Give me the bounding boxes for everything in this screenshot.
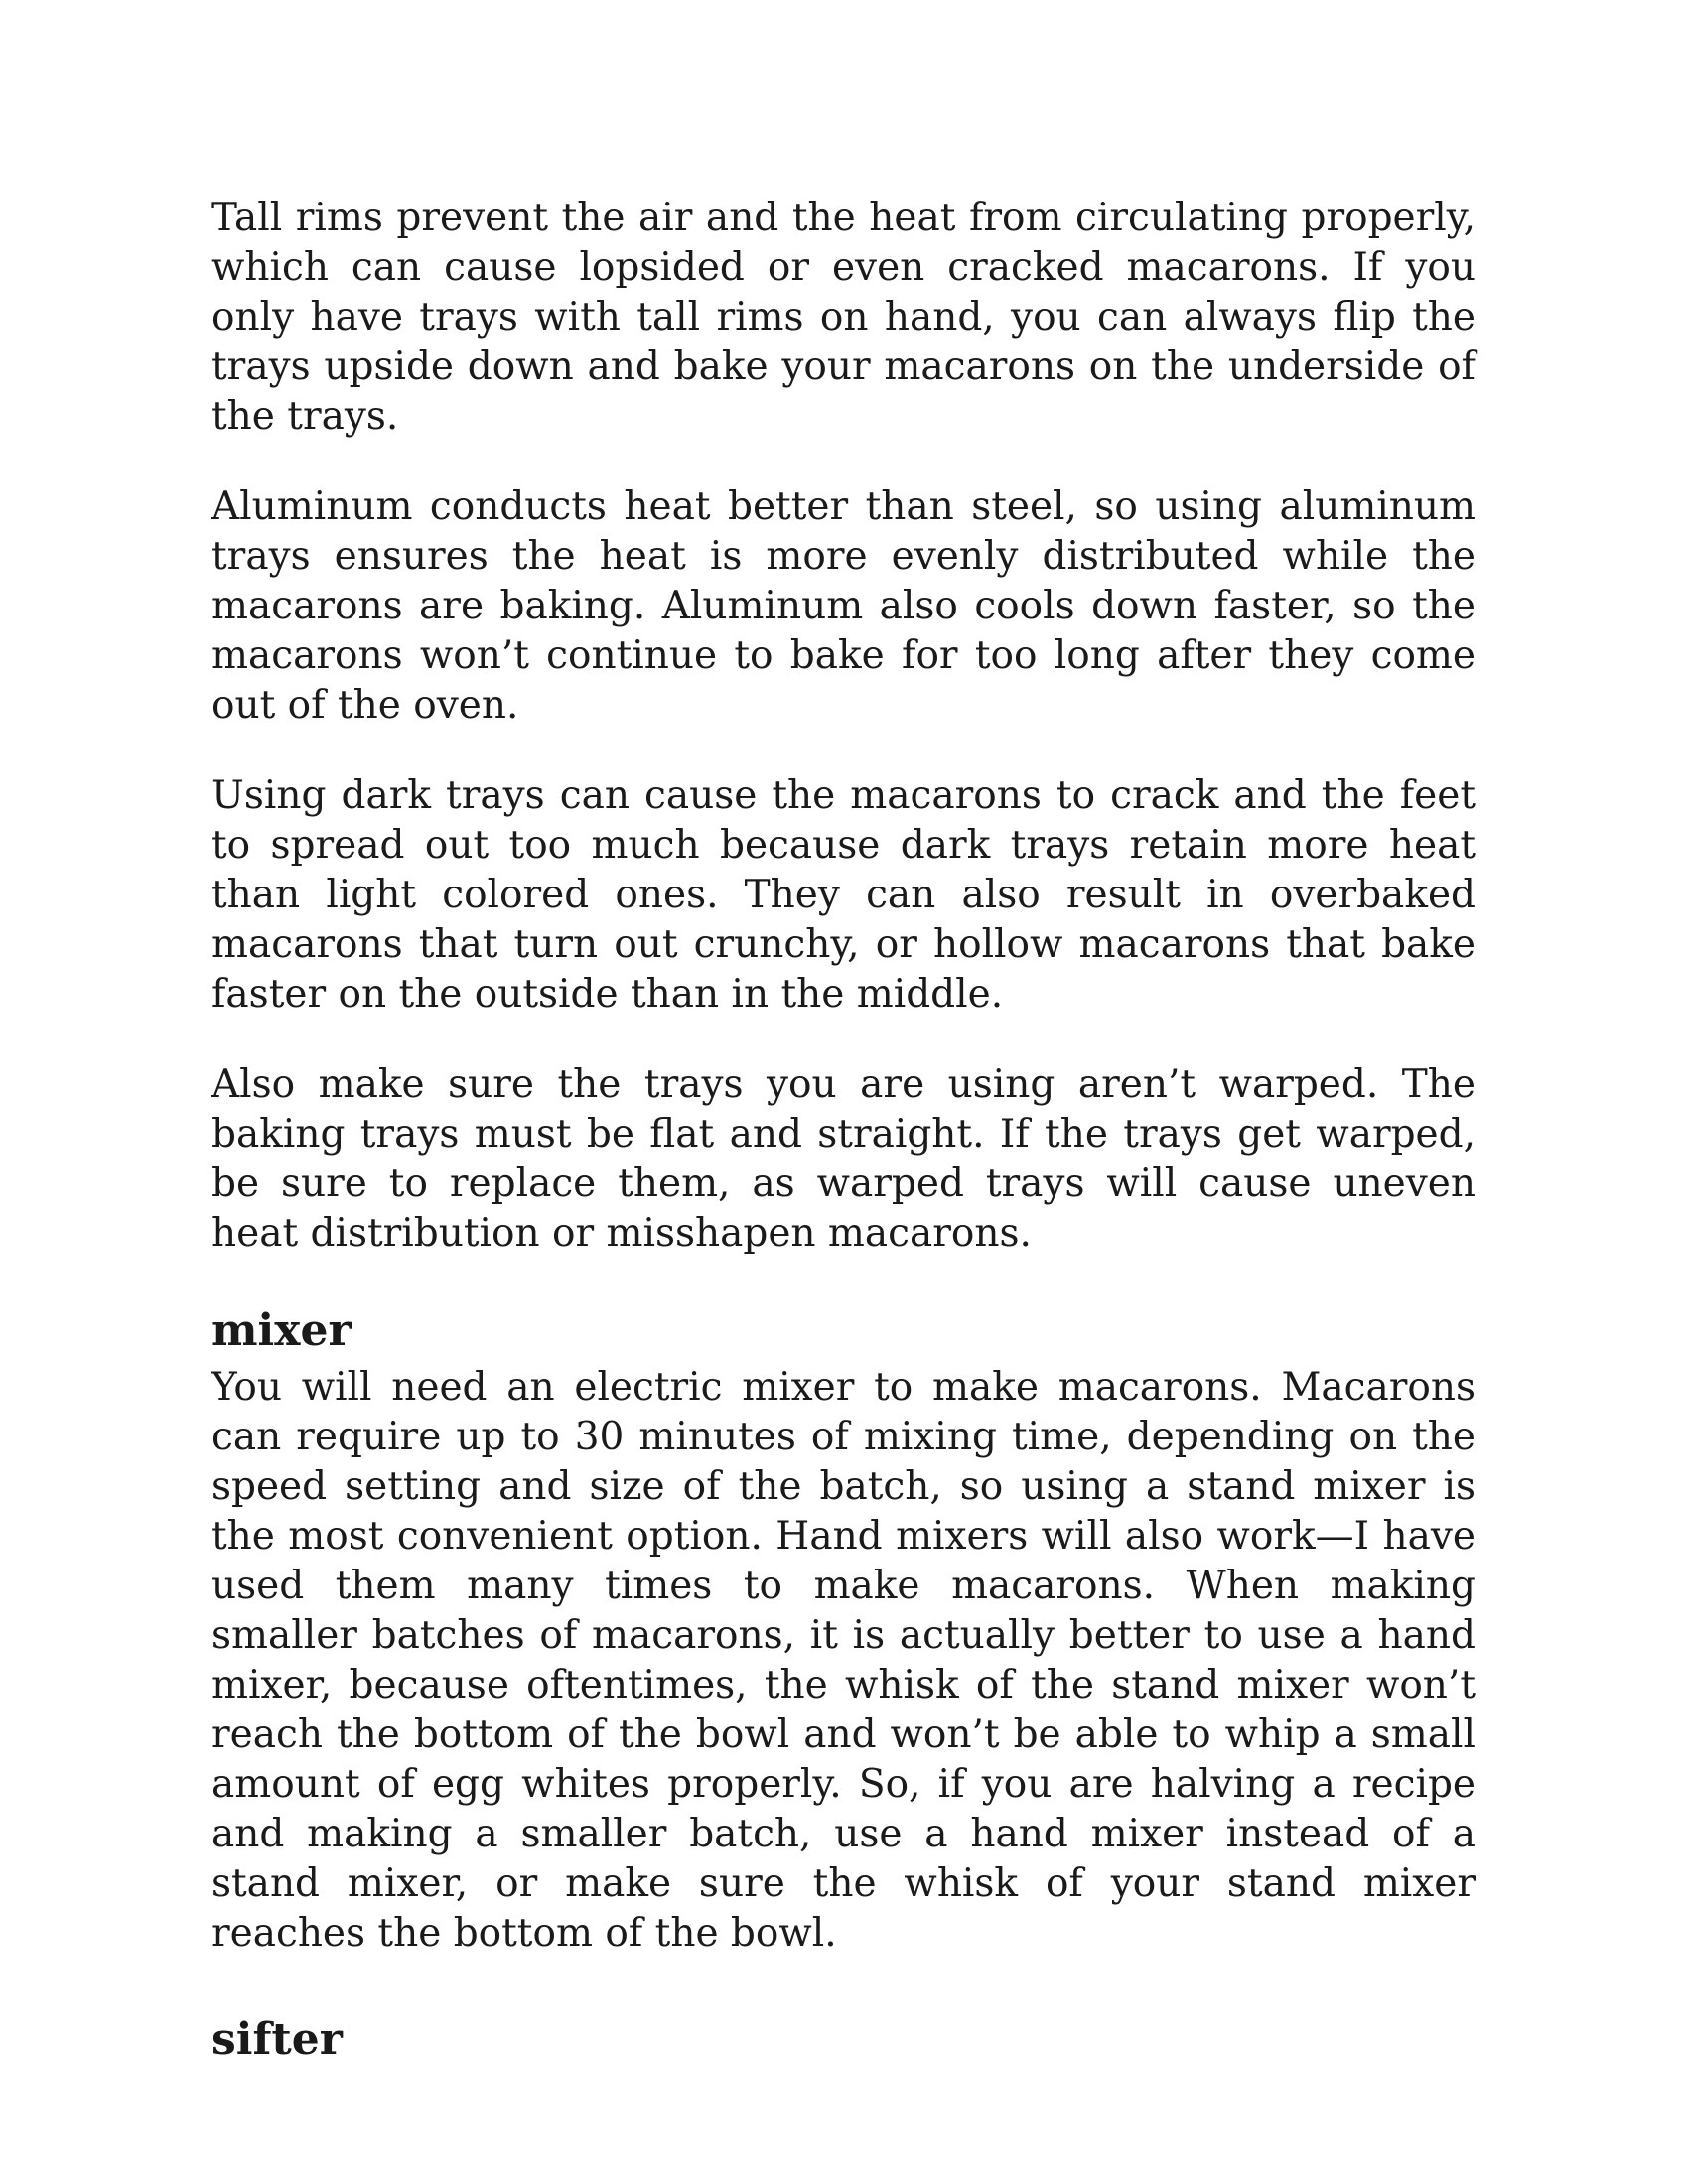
heading-sifter: sifter: [211, 2014, 343, 2065]
paragraph-dark-trays: Using dark trays can cause the macarons to crack and the feet to spread out too much because dark trays retain more heat than light colored ones. They can also result in overbaked macarons that turn out crunchy, or hollow macarons that bake faster on the outside than in the middle.: [211, 773, 1476, 1017]
section-sifter: [211, 2012, 1476, 2068]
paragraph-warped-trays: Also make sure the trays you are using aren’t warped. The baking trays must be flat and straight. If the trays get warped, be sure to replace them, as warped trays will cause uneven heat distribution or misshapen macarons.: [211, 1062, 1476, 1256]
section-mixer: [211, 1303, 1476, 1959]
heading-mixer: mixer: [211, 1305, 352, 1356]
paragraph-mixer: You will need an electric mixer to make macarons. Macarons can require up to 30 minutes of mixing time, depending on the speed setting and size of the batch, so using a stand mixer is the most convenient option. Hand mixers will also work—I have used them many times to make macarons. When making smaller batches of macarons, it is actually better to use a hand mixer, because oftentimes, the whisk of the stand mixer won’t reach the bottom of the bowl and won’t be able to whip a small amount of egg whites properly. So, if you are halving a recipe and making a smaller batch, use a hand mixer instead of a stand mixer, or make sure the whisk of your stand mixer reaches the bottom of the bowl.: [211, 1365, 1476, 1956]
page-content: [211, 194, 1476, 2072]
paragraph-aluminum: Aluminum conducts heat better than steel, so using aluminum trays ensures the heat is more evenly distributed while the macarons are baking. Aluminum also cools down faster, so the macarons won’t continue to bake for too long after they come out of the oven.: [211, 484, 1476, 728]
paragraph-tall-rims: Tall rims prevent the air and the heat from circulating properly, which can cause lopsided or even cracked macarons. If you only have trays with tall rims on hand, you can always flip the trays upside down and bake your macarons on the underside of the trays.: [211, 196, 1476, 439]
